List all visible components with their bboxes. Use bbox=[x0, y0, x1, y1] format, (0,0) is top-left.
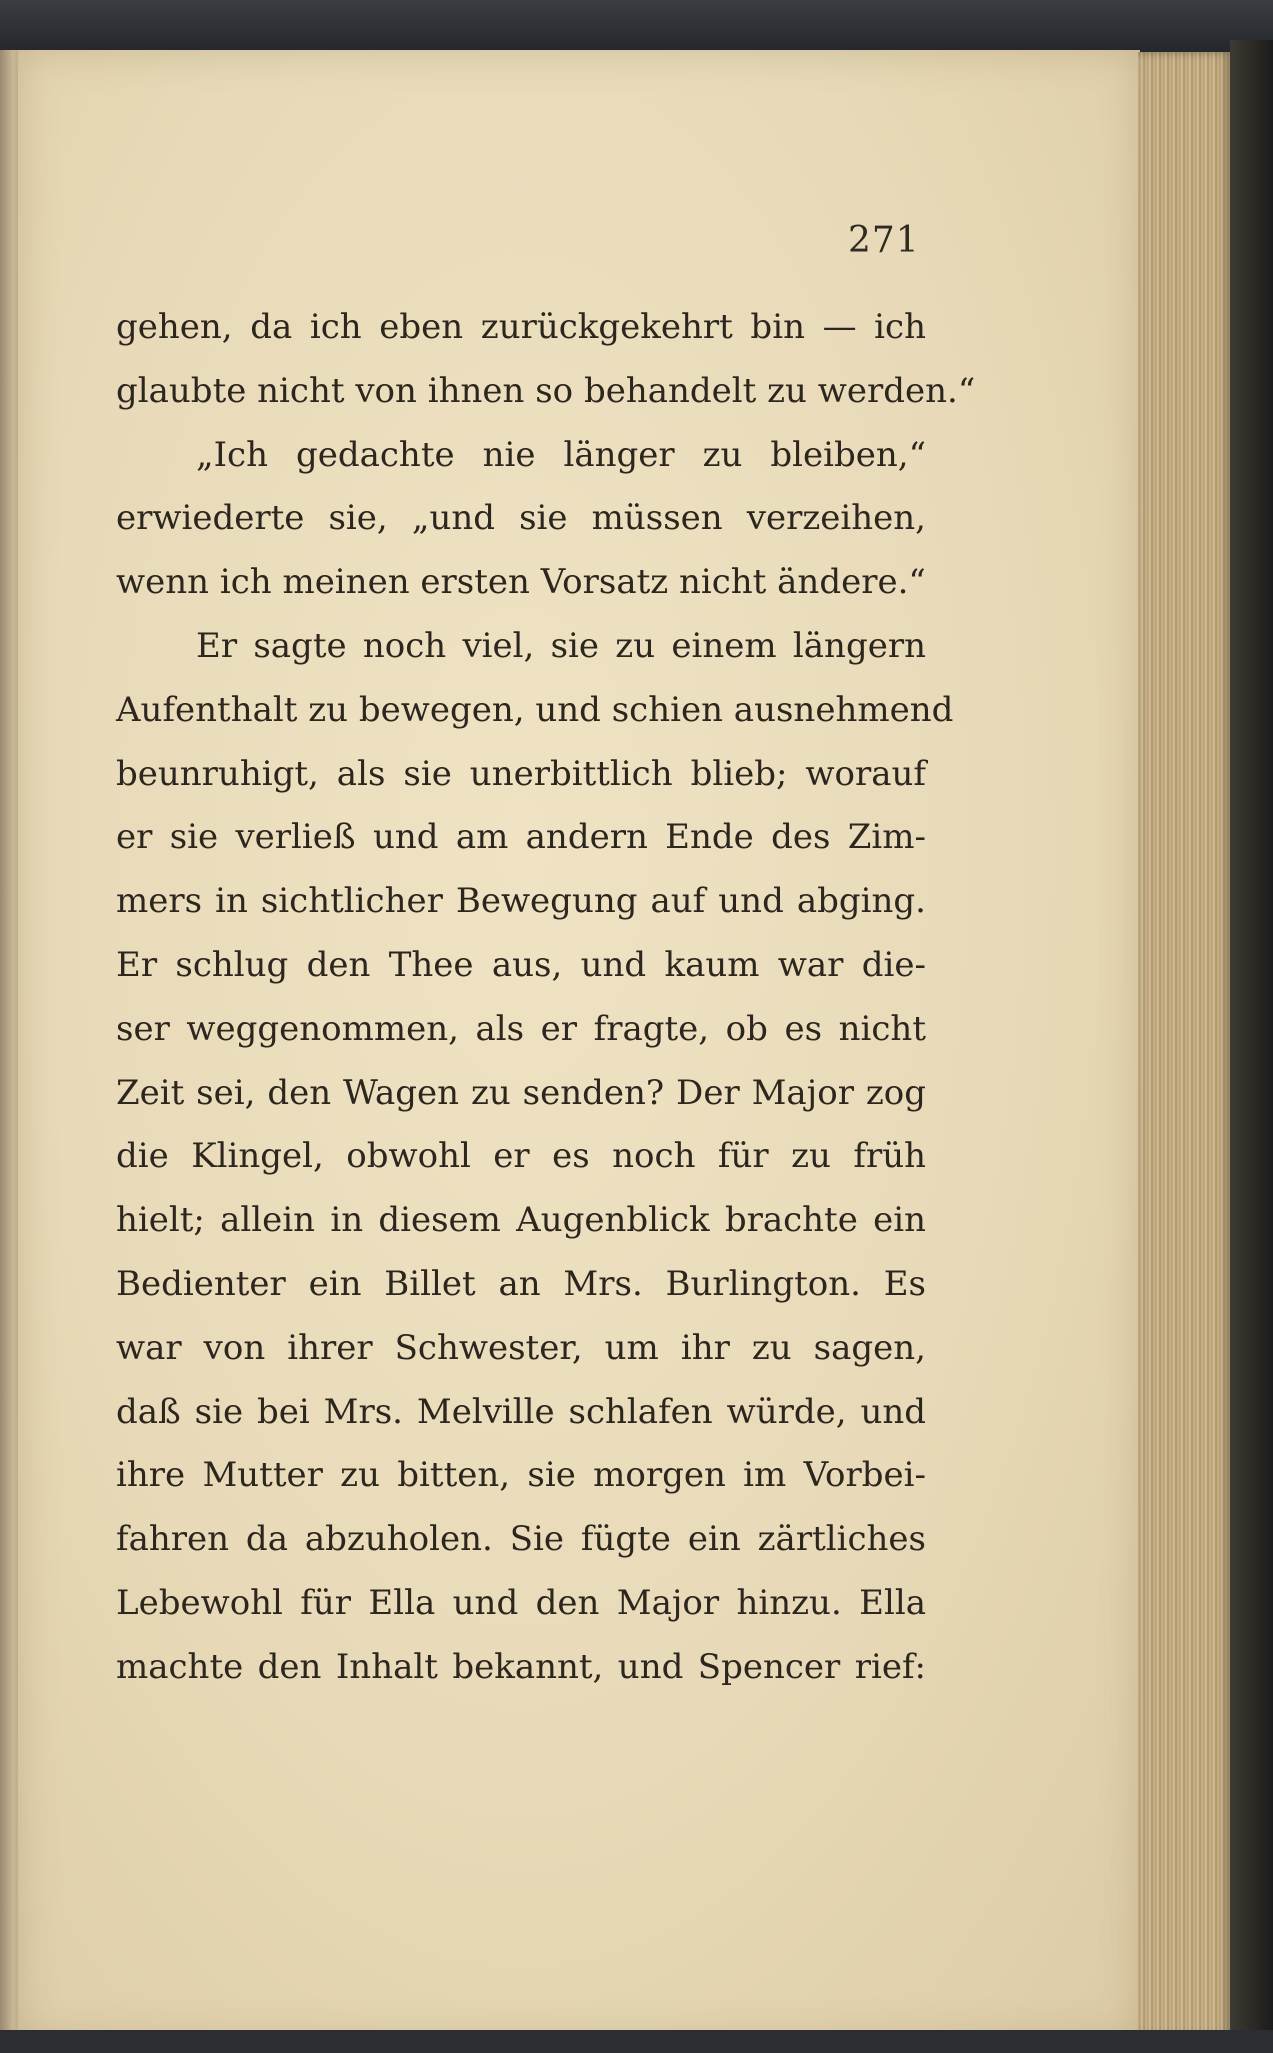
text-line: Aufenthalt zu bewegen, und schien ausnehmend bbox=[116, 689, 954, 730]
book-cover-edge bbox=[1230, 40, 1273, 2053]
text-line: mers in sichtlicher Bewegung auf und abging. bbox=[116, 881, 926, 922]
text-line: erwiederte sie, „und sie müssen verzeihen, bbox=[116, 498, 926, 539]
page-number: 271 bbox=[848, 220, 920, 261]
text-line: ihre Mutter zu bitten, sie morgen im Vorbei- bbox=[116, 1455, 926, 1496]
scan-bottom-edge bbox=[0, 2030, 1273, 2053]
text-line: hielt; allein in diesem Augenblick brachte ein bbox=[116, 1200, 926, 1241]
text-line: war von ihrer Schwester, um ihr zu sagen, bbox=[116, 1327, 926, 1368]
body-text bbox=[116, 296, 976, 1700]
text-line: „Ich gedachte nie länger zu bleiben,“ bbox=[196, 434, 926, 475]
text-line: gehen, da ich eben zurückgekehrt bin — ich bbox=[116, 307, 926, 347]
text-line: Zeit sei, den Wagen zu senden? Der Major zog bbox=[116, 1072, 926, 1113]
text-line: Bedienter ein Billet an Mrs. Burlington. Es bbox=[116, 1263, 926, 1304]
page-stack-edges bbox=[1138, 52, 1233, 2037]
text-line: wenn ich meinen ersten Vorsatz nicht ändere.“ bbox=[116, 562, 926, 603]
text-line: beunruhigt, als sie unerbittlich blieb; worauf bbox=[116, 753, 926, 794]
text-line: ser weggenommen, als er fragte, ob es nicht bbox=[116, 1008, 926, 1049]
text-line: daß sie bei Mrs. Melville schlafen würde, und bbox=[116, 1391, 926, 1432]
scan-top-edge bbox=[0, 0, 1273, 52]
text-line: er sie verließ und am andern Ende des Zim- bbox=[116, 817, 926, 858]
text-line: machte den Inhalt bekannt, und Spencer rief: bbox=[116, 1646, 926, 1687]
text-line: Er schlug den Thee aus, und kaum war die- bbox=[116, 944, 926, 985]
text-line: die Klingel, obwohl er es noch für zu früh bbox=[116, 1136, 926, 1177]
text-line: Lebewohl für Ella und den Major hinzu. Ella bbox=[116, 1582, 926, 1623]
text-line: fahren da abzuholen. Sie fügte ein zärtliches bbox=[116, 1519, 926, 1560]
text-line: Er sagte noch viel, sie zu einem längern bbox=[196, 625, 926, 666]
text-line: glaubte nicht von ihnen so behandelt zu werden.“ bbox=[116, 370, 976, 411]
